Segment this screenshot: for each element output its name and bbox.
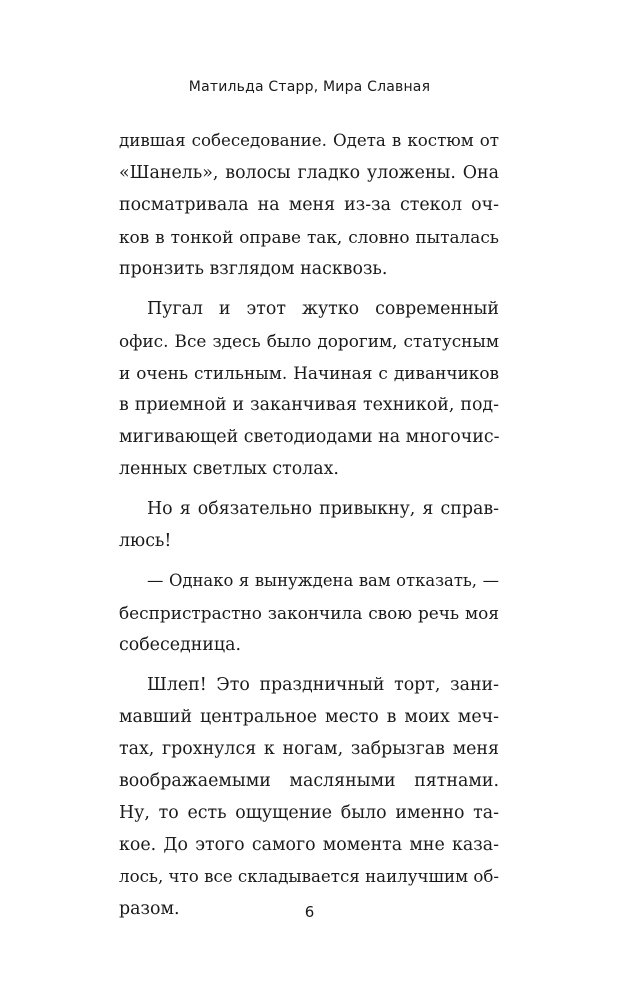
text-line: мигивающей светодиодами на многочис-: [119, 427, 499, 447]
text-line: разом.: [119, 899, 180, 919]
text-line: ленных светлых столах.: [119, 459, 339, 479]
paragraph: [119, 293, 499, 485]
text-line: собеседница.: [119, 635, 241, 655]
text-line: дившая собеседование. Одета в костюм от: [119, 131, 499, 150]
text-line: беспристрастно закончила свою речь моя: [119, 603, 499, 623]
text-line: люсь!: [119, 531, 172, 551]
text-line: Пугал и этот жутко современный: [147, 299, 499, 319]
text-line: мавший центральное место в моих меч-: [119, 707, 499, 727]
text-line: Но я обязательно привыкну, я справ-: [147, 499, 499, 519]
text-line: лось, что все складывается наилучшим об-: [119, 867, 499, 886]
text-line: и очень стильным. Начиная с диванчиков: [119, 363, 499, 383]
text-line: в приемной и заканчивая техникой, под-: [119, 395, 499, 415]
paragraph: [119, 565, 499, 661]
text-line: воображаемыми масляными пятнами.: [119, 771, 499, 791]
text-line: офис. Все здесь было дорогим, статусным: [119, 331, 499, 351]
text-line: — Однако я вынуждена вам отказать, —: [147, 571, 499, 590]
paragraph: [119, 125, 499, 285]
paragraph: [119, 669, 499, 925]
text-line: пронзить взглядом насквозь.: [119, 259, 388, 279]
text-line: тах, грохнулся к ногам, забрызгав меня: [119, 739, 499, 759]
text-line: посматривала на меня из-за стекол оч-: [119, 195, 499, 215]
text-line: Шлеп! Это праздничный торт, зани-: [147, 675, 499, 695]
text-line: «Шанель», волосы гладко уложены. Она: [119, 163, 499, 183]
text-line: Ну, то есть ощущение было именно та-: [119, 803, 499, 823]
running-head: Матильда Старр, Мира Славная: [188, 79, 431, 95]
body-text: [119, 125, 499, 925]
text-line: ков в тонкой оправе так, словно пыталась: [119, 227, 499, 247]
text-line: кое. До этого самого момента мне каза-: [119, 835, 499, 855]
page-number: 6: [304, 903, 315, 921]
paragraph: [119, 493, 499, 557]
